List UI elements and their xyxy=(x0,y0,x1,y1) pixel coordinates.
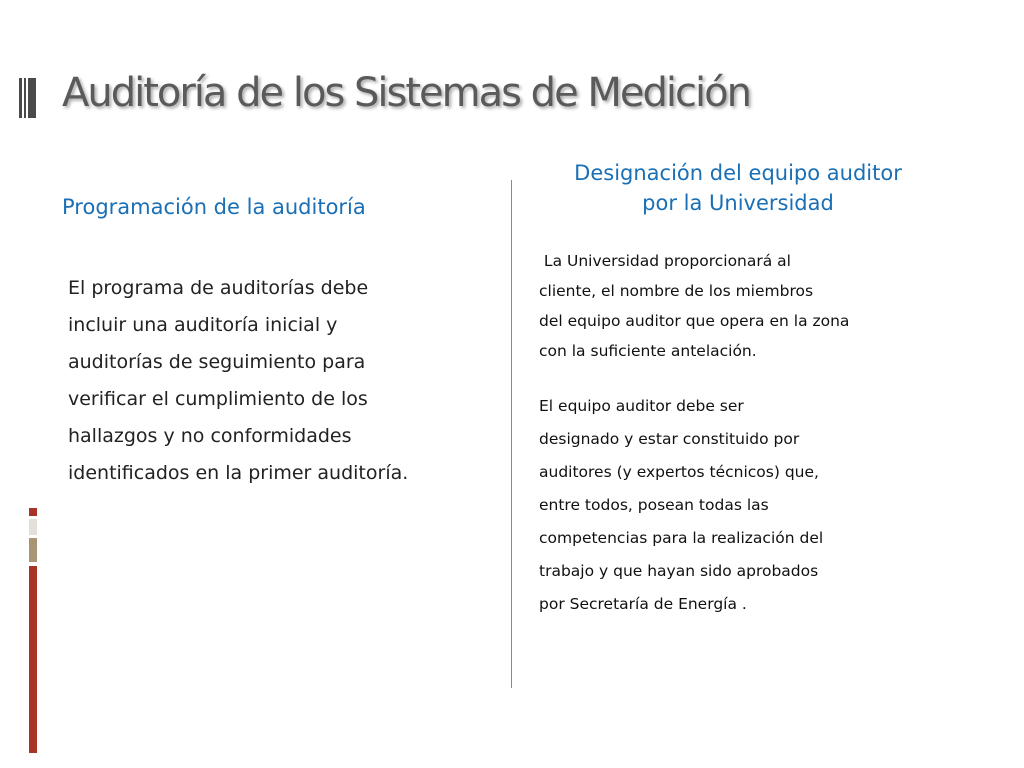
title-bar-marks xyxy=(19,78,39,118)
heading-line: por la Universidad xyxy=(642,191,834,215)
right-column-paragraph-2 xyxy=(539,390,949,621)
body-line: por Secretaría de Energía . xyxy=(539,595,747,613)
body-line: La Universidad proporcionará al xyxy=(539,252,791,270)
right-column-heading xyxy=(534,158,942,218)
heading-line: Designación del equipo auditor xyxy=(574,161,902,185)
side-accent-bar xyxy=(29,519,37,535)
body-line: hallazgos y no conformidades xyxy=(68,425,352,447)
body-line: con la suficiente antelación. xyxy=(539,342,757,360)
body-line: identificados en la primer auditoría. xyxy=(68,462,409,484)
body-line: El equipo auditor debe ser xyxy=(539,397,744,415)
right-column-paragraph-1 xyxy=(539,246,949,366)
body-line: designado y estar constituido por xyxy=(539,430,800,448)
body-line: incluir una auditoría inicial y xyxy=(68,314,338,336)
left-column-body xyxy=(68,270,498,492)
body-line: auditores (y expertos técnicos) que, xyxy=(539,463,819,481)
side-accent-bar xyxy=(29,538,37,562)
body-line: auditorías de seguimiento para xyxy=(68,351,366,373)
slide-title: Auditoría de los Sistemas de Medición xyxy=(62,70,750,116)
title-mark xyxy=(19,78,22,118)
body-line: cliente, el nombre de los miembros xyxy=(539,282,814,300)
body-line: El programa de auditorías debe xyxy=(68,277,369,299)
body-line: verificar el cumplimiento de los xyxy=(68,388,368,410)
body-line: competencias para la realización del xyxy=(539,529,824,547)
body-line: entre todos, posean todas las xyxy=(539,496,769,514)
side-accent-bar xyxy=(29,508,37,516)
left-column-heading: Programación de la auditoría xyxy=(62,195,366,219)
body-line: del equipo auditor que opera en la zona xyxy=(539,312,850,330)
column-divider xyxy=(511,180,512,688)
title-mark xyxy=(28,78,36,118)
side-accent-bar xyxy=(29,566,37,753)
title-mark xyxy=(24,78,26,118)
body-line: trabajo y que hayan sido aprobados xyxy=(539,562,819,580)
